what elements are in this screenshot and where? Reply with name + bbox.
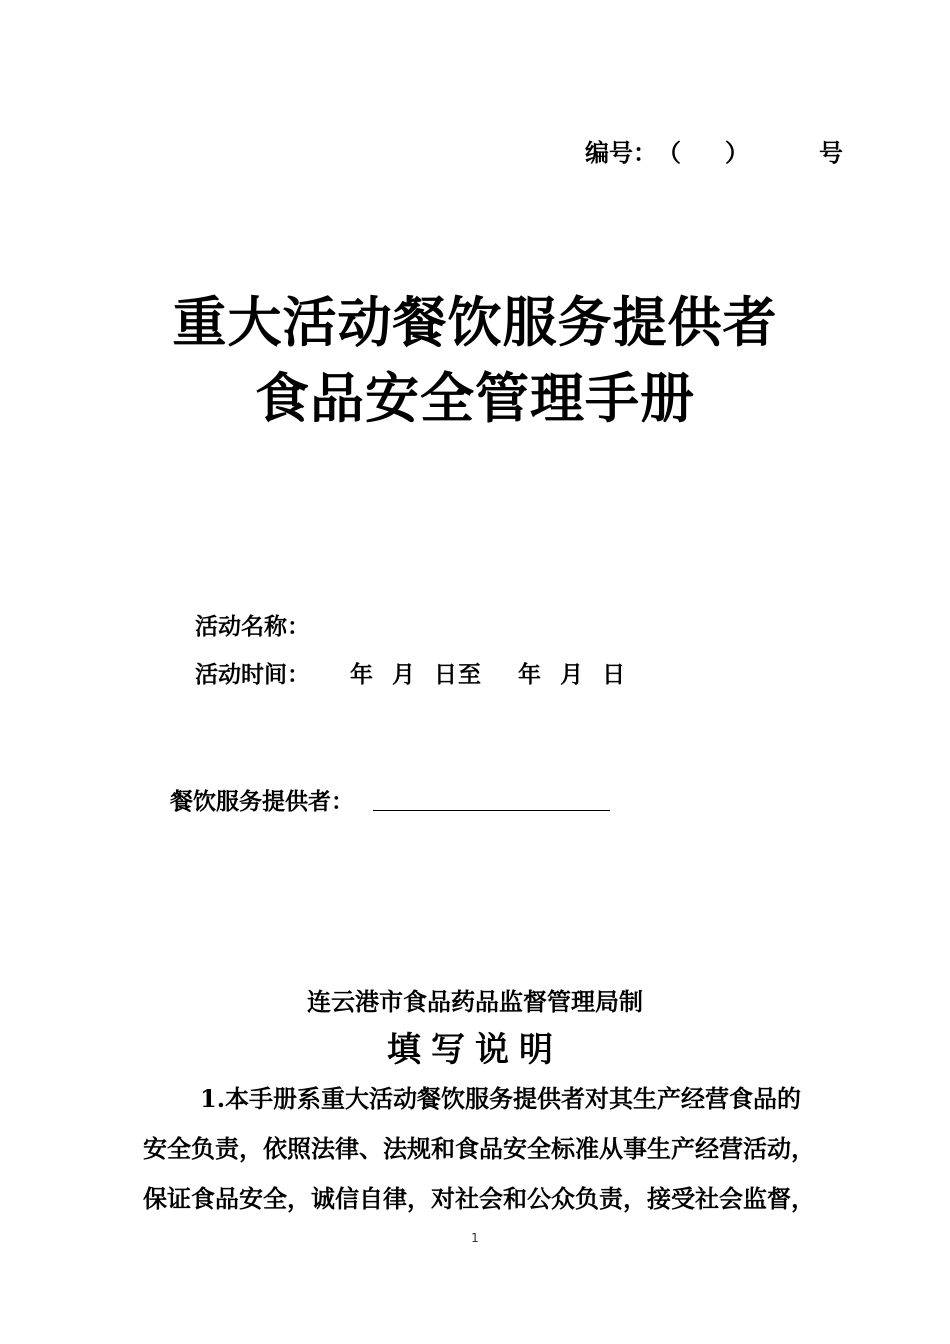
activity-name-field [195, 608, 310, 641]
issuer-line: 连云港市食品药品监督管理局制 [307, 987, 643, 1016]
provider-label: 餐饮服务提供者： [170, 788, 354, 815]
instructions-line-1: 1.本手册系重大活动餐饮服务提供者对其生产经营食品的 [200, 1084, 802, 1113]
instructions-heading: 填写说明 [387, 1030, 563, 1070]
provider-field [170, 783, 354, 816]
activity-time-value: 年 月 日至 年 月 日 [350, 661, 627, 688]
serial-number [585, 133, 843, 168]
serial-label: 编号： [585, 138, 657, 167]
provider-blank-line [373, 810, 610, 811]
page-number: 1 [471, 1231, 479, 1245]
activity-time-field [195, 656, 626, 689]
serial-open-paren: （ [657, 138, 681, 167]
document-title-line1: 重大活动餐饮服务提供者 [172, 290, 778, 354]
serial-close-paren: ） [725, 138, 749, 167]
instructions-line-3: 保证食品安全，诚信自律，对社会和公众负责，接受社会监督， [143, 1184, 815, 1213]
activity-name-label: 活动名称： [195, 613, 310, 640]
activity-time-label: 活动时间： [195, 661, 310, 688]
serial-suffix: 号 [819, 138, 843, 167]
document-title-line2: 食品安全管理手册 [255, 366, 695, 430]
instructions-line-2: 安全负责，依照法律、法规和食品安全标准从事生产经营活动， [143, 1134, 815, 1163]
